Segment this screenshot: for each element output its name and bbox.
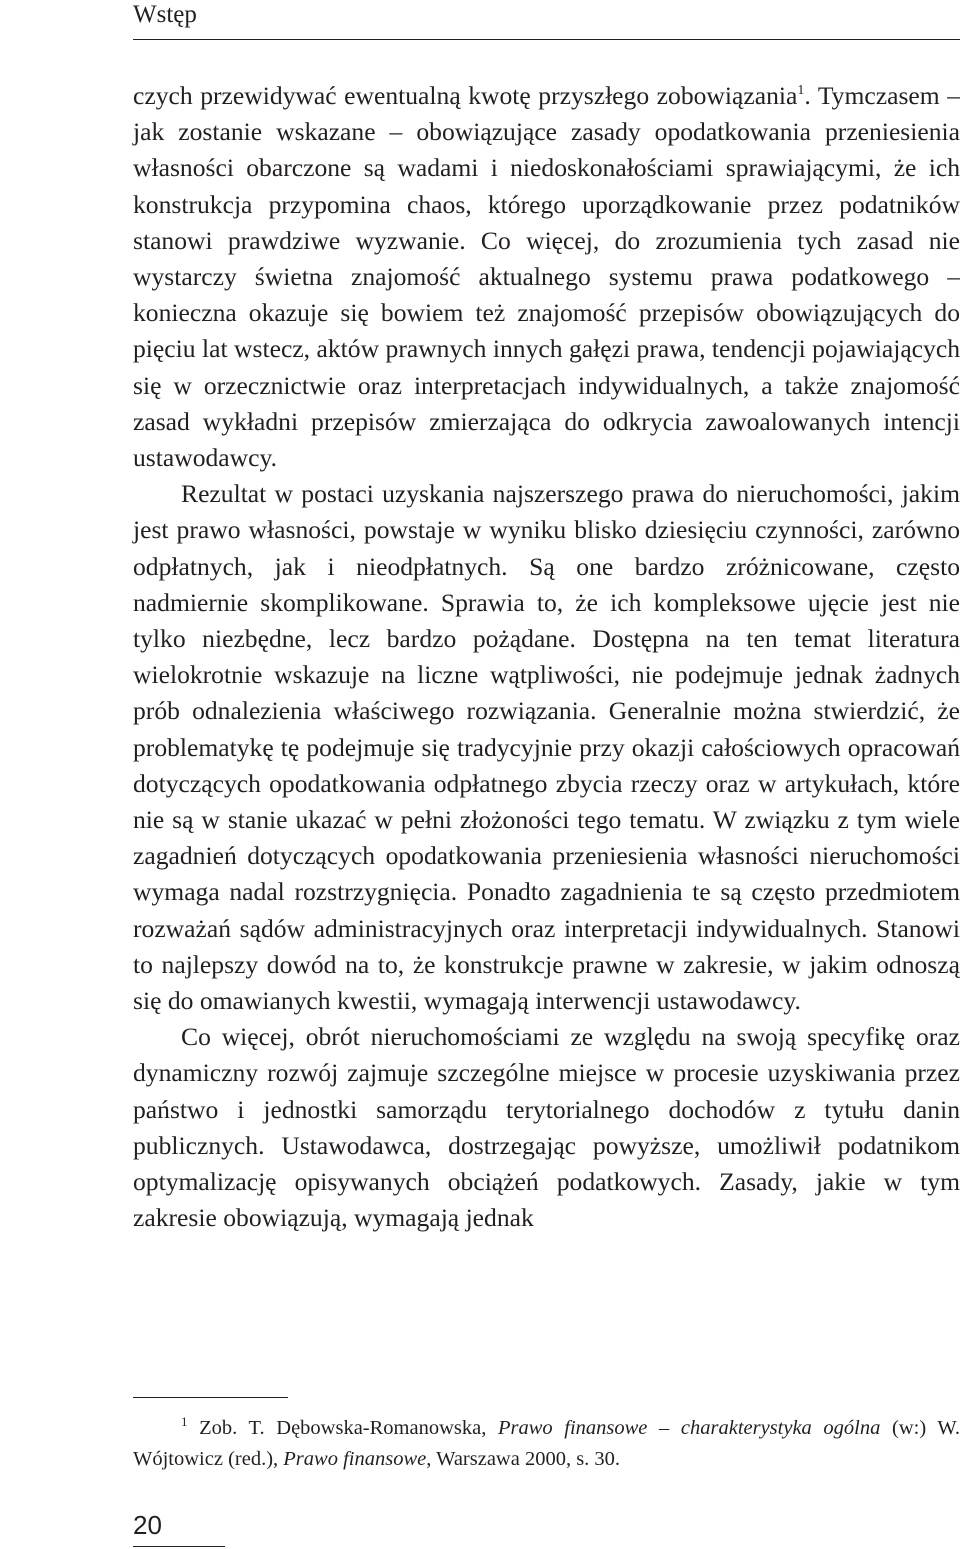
footnote-title-1: Prawo finansowe – charakterystyka ogólna (497, 1417, 881, 1439)
paragraph-2: Rezultat w postaci uzyskania najszerszego prawa do nieruchomości, jakim jest prawo własności, powstaje w wyniku blisko dziesięciu czynności, zarówno odpłatnych, jak i nieodpłatnych. Są one bardzo zróżnicowane, często nadmiernie skomplikowane. Sprawia to, że ich kompleksowe ujęcie jest nie tylko niezbędne, lecz bardzo pożądane. Dostępna na ten temat literatura wielokrotnie wskazuje na liczne wątpliwości, nie podejmuje jednak żadnych prób odnalezienia właściwego rozwiązania. Generalnie można stwierdzić, że problematykę tę podejmuje się tradycyjnie przy okazji całościowych opracowań dotyczących opodatkowania odpłatnego zbycia rzeczy oraz w artykułach, które nie są w stanie ukazać w pełni złożoności tego tematu. W związku z tym wiele zagadnień dotyczących opodatkowania przeniesienia własności nieruchomości wymaga nadal rozstrzygnięcia. Ponadto zagadnienia te są często przedmiotem rozważań sądów administracyjnych oraz interpretacji indywidualnych. Stanowi to najlepszy dowód na to, że konstrukcje prawne w zakresie, w jakim odnoszą się do omawianych kwestii, wymagają interwencji ustawodawcy. (133, 479, 960, 1016)
running-head: Wstęp (133, 1, 197, 28)
footnote-text-3: , Warszawa 2000, s. 30. (426, 1448, 621, 1470)
page-number-rule (133, 1546, 225, 1547)
paragraph-3: Co więcej, obrót nieruchomościami ze względu na swoją specyfikę oraz dynamiczny rozwój zajmuje szczególne miejsce w procesie uzyskiwania przez państwo i jednostki samorządu terytorialnego dochodów z tytułu danin publicznych. Ustawodawca, dostrzegając powyższe, umożliwił podatnikom optymalizację opisywanych obciążeń podatkowych. Zasady, jakie w tym zakresie obowiązują, wymagają jednak (133, 1022, 960, 1233)
page-number: 20 (133, 1510, 162, 1540)
footnote-title-2: Prawo finansowe (283, 1448, 427, 1470)
body-text (133, 78, 960, 1237)
footnote (133, 1413, 960, 1475)
footnote-text-1: Zob. T. Dębowska-Romanowska, (187, 1417, 498, 1439)
header-rule (133, 39, 960, 40)
footnote-marker: 1 (181, 1414, 188, 1429)
footnote-ref[interactable]: 1 (797, 83, 805, 98)
paragraph-1 (133, 78, 960, 476)
footnote-text-2: (w:) W. Wójtowicz (red.), (133, 1417, 960, 1470)
paragraph-1-tail: . Tymczasem – jak zostanie wskazane – obowiązujące zasady opodatkowania przeniesienia własności obarczone są wadami i niedoskonałościami sprawiającymi, że ich konstrukcja przypomina chaos, którego uporządkowanie przez podatników stanowi prawdziwe wyzwanie. Co więcej, do zrozumienia tych zasad nie wystarczy świetna znajomość aktualnego systemu prawa podatkowego – konieczna okazuje się bowiem też znajomość przepisów obowiązujących do pięciu lat wstecz, aktów prawnych innych gałęzi prawa, tendencji pojawiających się w orzecznictwie oraz interpretacjach indywidualnych, a także znajomość zasad wykładni przepisów zmierzająca do odkrycia zawoalowanych intencji ustawodawcy. (133, 81, 960, 473)
footnote-rule (133, 1397, 288, 1398)
paragraph-1-text: czych przewidywać ewentualną kwotę przyszłego zobowiązania (133, 81, 798, 110)
